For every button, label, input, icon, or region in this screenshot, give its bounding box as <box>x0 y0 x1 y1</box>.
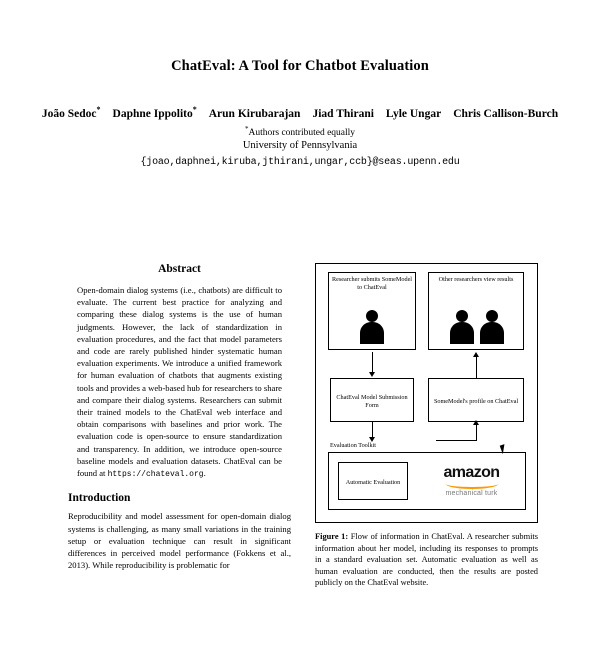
arrow-toolkit-to-profile <box>436 440 476 441</box>
author-list <box>0 105 600 120</box>
two-column-body <box>68 263 538 589</box>
contribution-text: Authors contributed equally <box>248 127 356 138</box>
author-name: Jiad Thirani <box>312 107 374 120</box>
figure-node-automatic-evaluation <box>338 462 408 500</box>
amazon-smile-icon <box>446 479 498 489</box>
author-name: João Sedoc <box>41 107 97 120</box>
abstract-text: Open-domain dialog systems (i.e., chatbots) are difficult to evaluate. The current best practice for analyzing and comparing these dialog systems is the use of human judgments. However, the lack of standardization in evaluation procedures, and the fact that model parameters and code are rarely published hinder systematic human evaluation experiments. We introduce a unified framework for human evaluation of chatbots that augments existing tools and provides a web-based hub for researchers to share and compare their dialog systems. Researchers can submit their trained models to the ChatEval web interface and obtain comparisons with baselines and prior work. The evaluation code is open-source to ensure standardization and transparency. In addition, we introduce open-source baseline models and evaluation datasets. ChatEval can be found at <box>77 285 282 479</box>
researcher-avatar <box>358 310 386 344</box>
arrow-profile-to-researchers <box>476 356 477 378</box>
author-star: * <box>192 105 197 114</box>
figure-node-other-researchers <box>428 272 524 350</box>
other-researchers-avatar-2 <box>478 310 506 344</box>
figure-node-profile-label: SomeModel's profile on ChatEval <box>433 397 519 405</box>
figure-node-profile <box>428 378 524 422</box>
left-column <box>68 263 291 589</box>
author-name: Daphne Ippolito <box>112 107 193 120</box>
author-name: Lyle Ungar <box>385 107 442 120</box>
figure-caption-label: Figure 1: <box>315 532 349 541</box>
right-column <box>315 263 538 589</box>
figure-caption <box>315 531 538 589</box>
abstract-heading: Abstract <box>158 263 201 275</box>
contribution-marker: * <box>244 124 249 133</box>
introduction-body: Reproducibility and model assessment for open-domain dialog systems is challenging, as many small variations in the training setup or evaluation technique can result in significant differences in perceived model performance (Fokkens et al., 2013). While reproducibility is problematic for <box>68 511 291 571</box>
arrow-toolkit-to-profile-riser <box>476 424 477 441</box>
figure-node-submission-form-label: ChatEval Model Submission Form <box>336 393 408 409</box>
author-name: Arun Kirubarajan <box>208 107 301 120</box>
page-title: ChatEval: A Tool for Chatbot Evaluation <box>171 58 429 74</box>
author-email: {joao,daphnei,kiruba,jthirani,ungar,ccb}@seas.upenn.edu <box>140 156 460 168</box>
abstract-text-end: . <box>203 468 206 479</box>
author-name: Chris Callison-Burch <box>453 107 559 120</box>
amazon-wordmark: amazon <box>443 464 500 481</box>
figure-node-submission-form <box>330 378 414 422</box>
amazon-mturk-logo <box>419 460 524 502</box>
abstract-body <box>68 284 291 480</box>
mechanical-turk-label: mechanical turk <box>445 490 498 497</box>
arrowhead-profile-to-researchers <box>473 352 479 357</box>
chateval-link[interactable]: https://chateval.org <box>107 470 204 480</box>
other-researchers-avatar-1 <box>448 310 476 344</box>
figure-node-other-researchers-label: Other researchers view results <box>438 276 514 283</box>
figure-caption-text: Flow of information in ChatEval. A researcher submits information about her model, including its responses to prompts in a standard evaluation set. Automatic evaluation as well as human evaluation are conducted, then the results are posted publicly on the ChatEval website. <box>315 532 538 588</box>
paper-page <box>0 58 600 658</box>
introduction-heading: Introduction <box>68 492 131 505</box>
author-star: * <box>96 105 101 114</box>
figure-node-automatic-evaluation-label: Automatic Evaluation <box>345 478 401 486</box>
figure-node-researcher-label: Researcher submits SomeModel to ChatEval <box>331 276 413 291</box>
figure-toolkit-label: Evaluation Toolkit <box>330 442 377 449</box>
arrowhead-researcher-to-form <box>369 372 375 377</box>
contribution-note <box>0 125 600 138</box>
arrow-researcher-to-form <box>372 352 373 374</box>
affiliation: University of Pennsylvania <box>242 139 358 151</box>
figure-1 <box>315 263 538 523</box>
arrowhead-toolkit-to-profile <box>473 420 479 425</box>
